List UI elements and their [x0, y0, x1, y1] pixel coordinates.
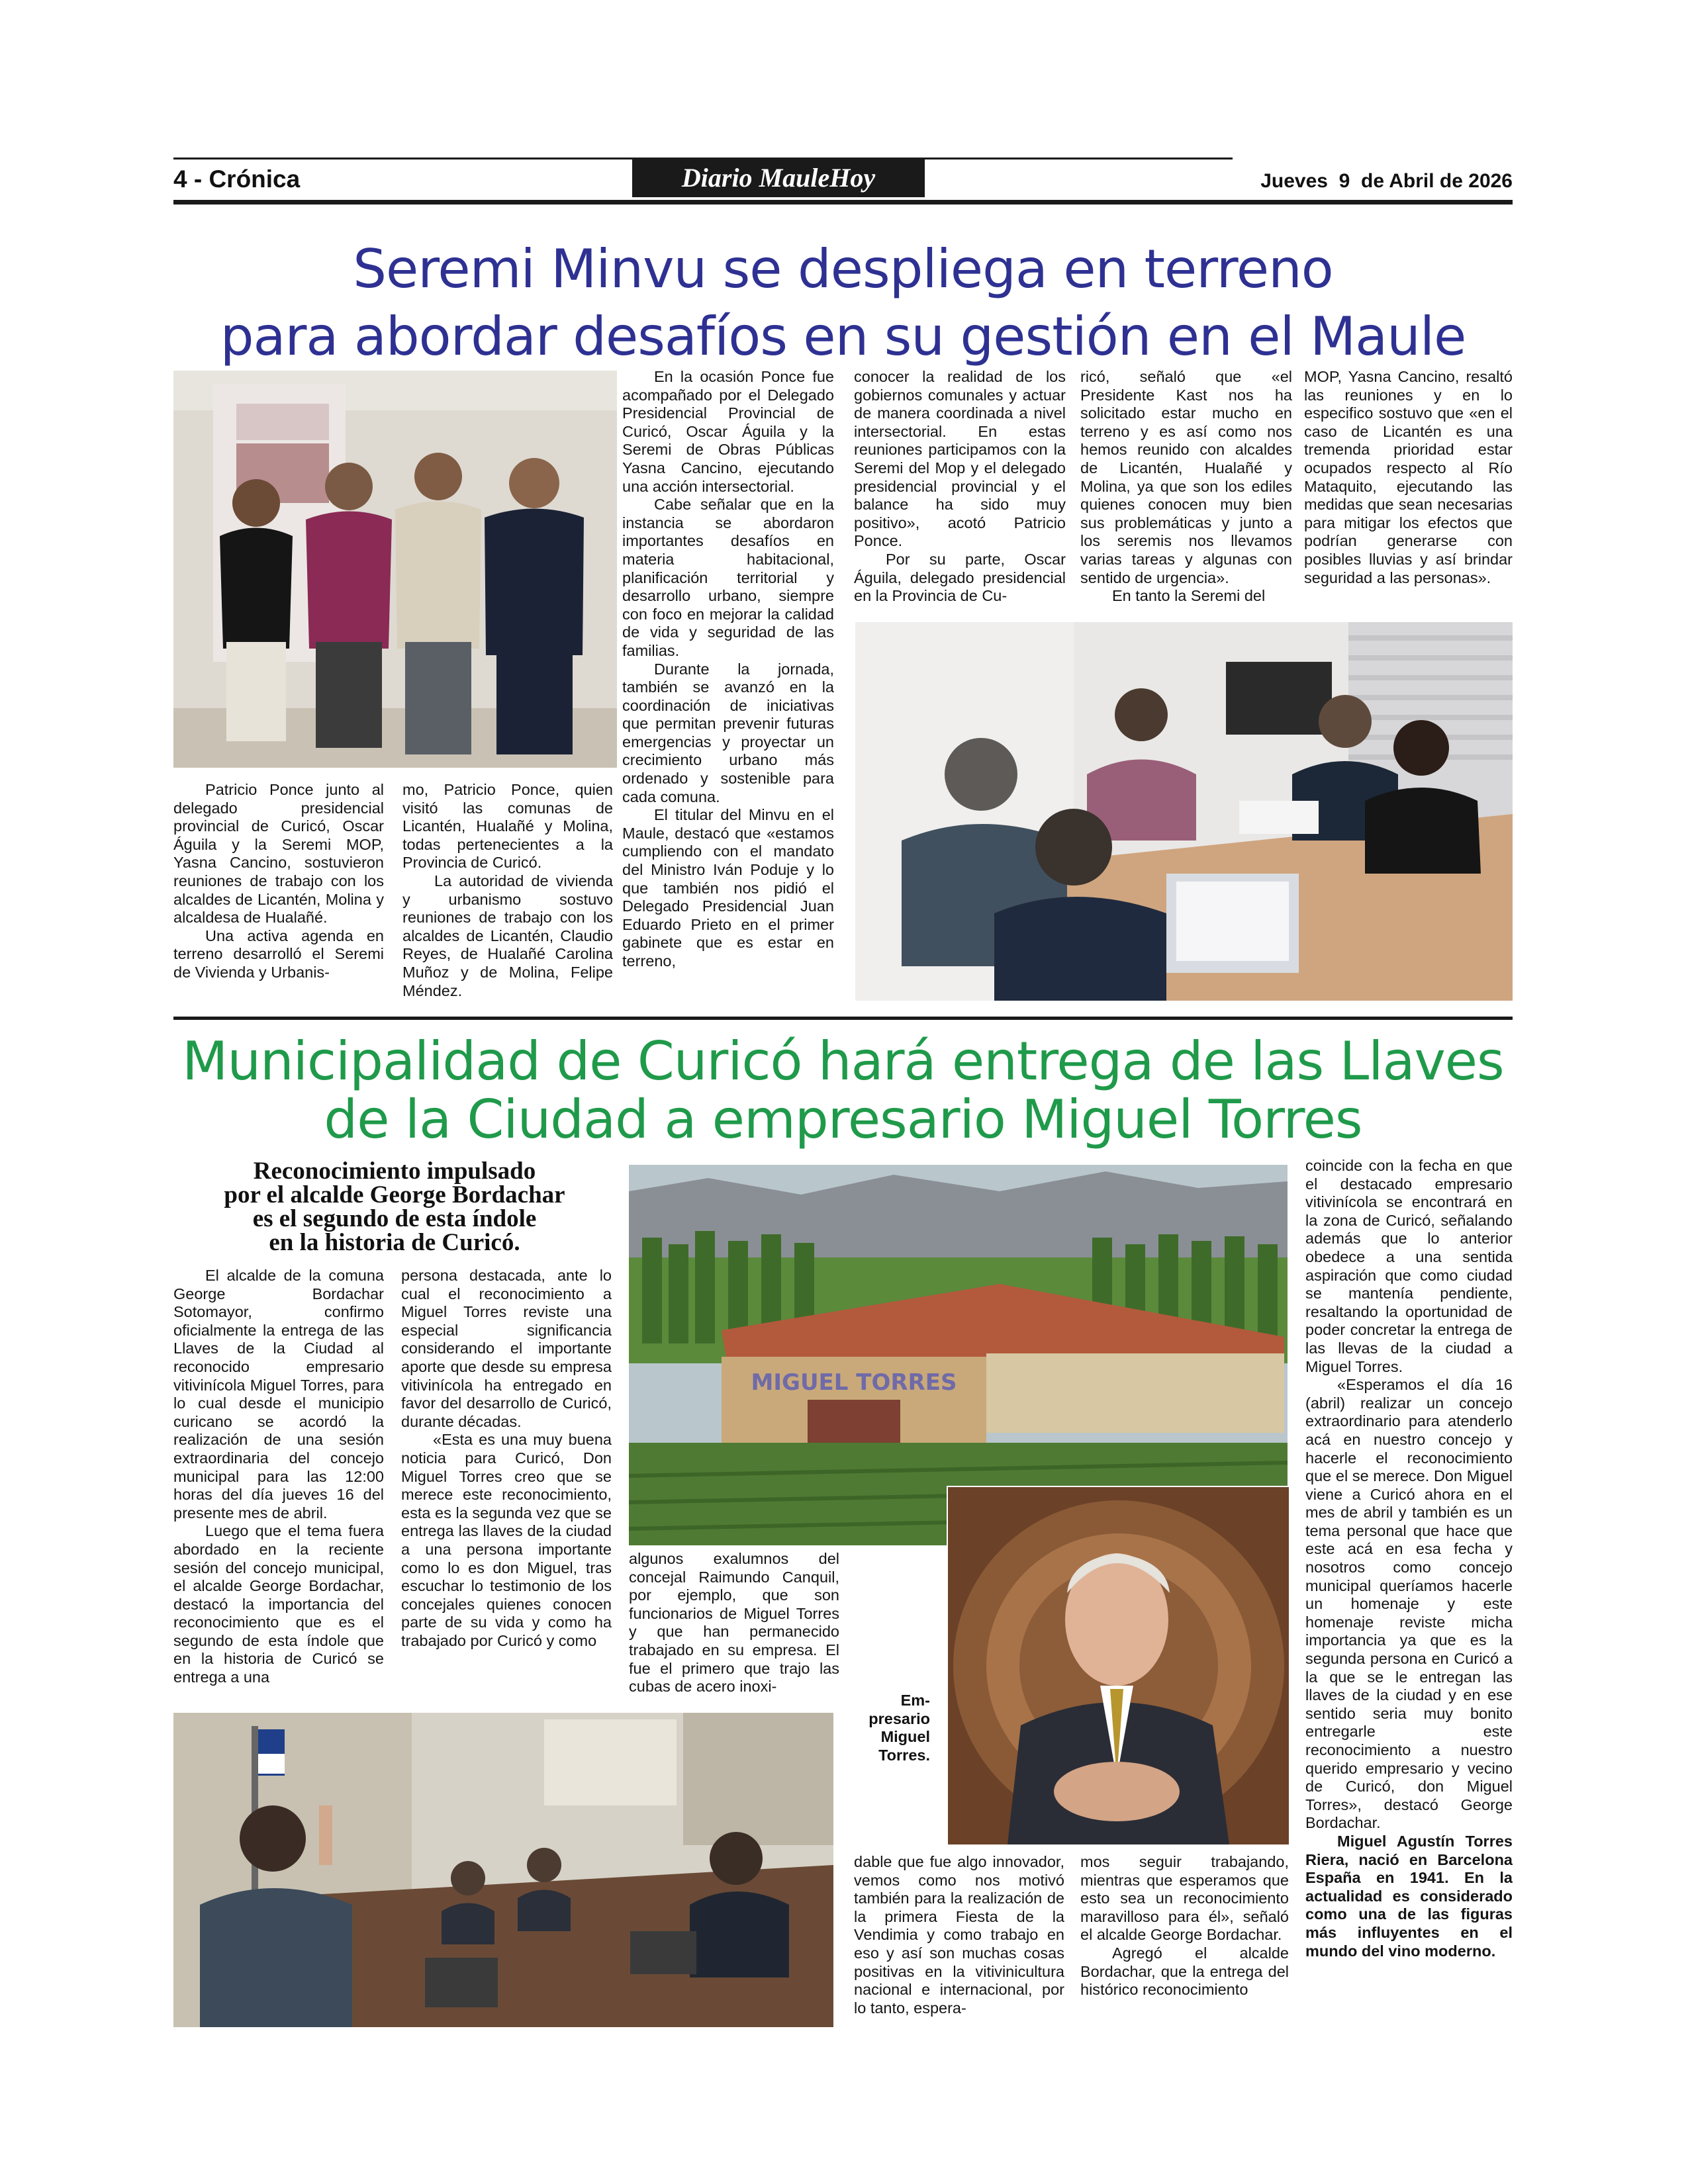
meeting-photo: [855, 622, 1513, 1001]
header-bottom-rule: [173, 200, 1513, 205]
article2-headline-line2: de la Ciudad a empresario Miguel Torres: [324, 1089, 1362, 1150]
article1-caption-col1: Patricio Ponce junto al delegado presidencial provincial de Curicó, Oscar Águila y la Seremi MOP, Yasna Cancino, sostuvieron reuniones de trabajo con los alcaldes de Licantén, Molina y alcaldesa de Hualañé. Una activa agenda en terreno desarrolló el Seremi de Vivienda y Urbanis-: [173, 781, 384, 981]
article1-col3: En la ocasión Ponce fue acompañado por el Delegado Presidencial Provincial de Curicó, Oscar Águila y la Seremi de Obras Públicas Yasna Cancino, ejecutando una acción intersectorial. Cabe señalar que en la instancia se abordaron importantes desafíos en materia habitacional, planificación territorial y desarrollo urbano, siempre con foco en mejorar la calidad de vida y seguridad de las familias. Durante la jornada, también se avanzó en la coordinación de iniciativas que permitan prevenir futuras emergencias y proyectar un crecimiento urbano más ordenado y sostenible para cada comuna. El titular del Minvu en el Maule, destacó que «estamos cumpliendo con el mandato del Ministro Iván Poduje y lo que también nos pidió el Delegado Presidencial Juan Eduardo Prieto en el primer gabinete que es estar en terreno,: [622, 368, 834, 970]
article2-headline: [173, 1032, 1513, 1149]
article1-headline-line1: Seremi Minvu se despliega en terreno: [353, 238, 1333, 300]
portrait-photo: [947, 1486, 1290, 1846]
winery-sign: MIGUEL TORRES: [751, 1369, 957, 1396]
torres-bio: Miguel Agustín Torres Riera, nació en Barcelona España en 1941. En la actualidad es considerado como una de las figuras más influyentes en el mundo del vino moderno.: [1305, 1832, 1513, 1960]
article1-col5: ricó, señaló que «el Presidente Kast nos ha solicitado estar mucho en terreno y es así como nos hemos reunido con alcaldes de Licantén, Hualañé y Molina, ya que son los ediles quienes conocen muy bien sus problemáticas y junto a los seremis nos llevamos varias tareas y algunas con sentido de urgencia». En tanto la Seremi del: [1080, 368, 1292, 605]
section-label: 4 - Crónica: [173, 165, 301, 193]
article1-headline-line2: para abordar desafíos en su gestión en el Maule: [220, 306, 1466, 367]
article2-subhead: Reconocimiento impulsado por el alcalde George Bordachar es el segundo de esta índole en la historia de Curicó.: [224, 1158, 565, 1256]
article2-headline-line1: Municipalidad de Curicó hará entrega de las Llaves: [182, 1030, 1504, 1092]
masthead-diario: Diario: [681, 163, 753, 193]
portrait-caption: Em- presario Miguel Torres.: [868, 1692, 930, 1764]
masthead-maulehoy: MauleHoy: [759, 163, 876, 193]
article1-caption-col2: mo, Patricio Ponce, quien visitó las comunas de Licantén, Hualañé y Molina, todas pertenecientes a la Provincia de Curicó. La autoridad de vivienda y urbanismo sostuvo reuniones de trabajo con los alcaldes de Licantén, Claudio Reyes, de Hualañé Carolina Muñoz y de Molina, Felipe Méndez.: [402, 781, 613, 999]
masthead: [632, 159, 925, 197]
article2-col3b: dable que fue algo innovador, vemos como nos motivó también para la realización de la primera Fiesta de la Vendimia y como trabajo en eso y así son muchas cosas positivas en la vitivinicultura nacional e internacional, por lo tanto, espera-: [854, 1853, 1064, 2017]
article2-col3: algunos exalumnos del concejal Raimundo Canquil, por ejemplo, que son funcionarios de Miguel Torres y que han permanecido trabajado en su empresa. El fue el primero que trajo las cubas de acero inoxi-: [629, 1550, 839, 1696]
article1-col6: MOP, Yasna Cancino, resaltó las reuniones y en lo especifico sostuvo que «en el caso de Licantén es una tremenda prioridad estar ocupados respecto al Río Mataquito, ejecutando las medidas que sean necesarias para mitigar los efectos que podrían generarse con posibles lluvias y así brindar seguridad a las personas».: [1304, 368, 1513, 586]
council-photo: [173, 1713, 833, 2027]
article1-col4: conocer la realidad de los gobiernos comunales y actuar de manera coordinada a nivel intersectorial. En estas reuniones participamos con la Seremi del Mop y el delegado presidencial provincial y el balance ha sido muy positivo», acotó Patricio Ponce. Por su parte, Oscar Águila, delegado presidencial en la Provincia de Cu-: [854, 368, 1066, 605]
article2-col2: persona destacada, ante lo cual el reconocimiento a Miguel Torres reviste una especial significancia considerando el importante aporte que desde su empresa vitivinícola ha entregado en favor del desarrollo de Curicó, durante décadas. «Esta es una muy buena noticia para Curicó, Don Miguel Torres creo que se merece este reconocimiento, esta es la segunda vez que se entrega las llaves de la ciudad a una persona importante como lo es don Miguel, tras escuchar lo testimonio de los concejales quienes conocen parte de su vida y como ha trabajado por Curicó y como: [401, 1267, 612, 1649]
article2-col5: coincide con la fecha en que el destacado empresario vitivinícola se encontrará en la zona de Curicó, señalando además que lo anterior obedece a una sentida aspiración que como ciudad se mantenía pendiente, resaltando la oportunidad de poder concretar la entrega de las llevas de la ciudad a Miguel Torres. «Esperamos el día 16 (abril) realizar un concejo extraordinario para atenderlo acá en nuestro concejo y hacerle el reconocimiento que el se merece. Don Miguel viene a Curicó ahora en el mes de abril y también es un tema personal que hace que este acá en esa fecha y nosotros como concejo municipal queríamos hacerle un homenaje y este homenaje reviste micha importancia ya que es la segunda persona en Curicó a la que se le entregan las llaves de la ciudad y en ese sentido seria muy bonito entregarle este reconocimiento a nuestro querido empresario y vecino de Curicó, don Miguel Torres», destacó George Bordachar. Miguel Agustín Torres Riera, nació en Barcelona España en 1941. En la actualidad es considerado como una de las figuras más influyentes en el mundo del vino moderno.: [1305, 1157, 1513, 1960]
group-photo: [173, 371, 617, 768]
article1-headline: [173, 236, 1513, 371]
article-divider: [173, 1017, 1513, 1020]
article2-col4b: mos seguir trabajando, mientras que esperamos que esto sea un reconocimiento maravilloso para él», señaló el alcalde George Bordachar. Agregó el alcalde Bordachar, que la entrega del histórico reconocimiento: [1080, 1853, 1289, 1999]
issue-date: Jueves 9 de Abril de 2026: [1260, 170, 1513, 192]
article2-col1: El alcalde de la comuna George Bordachar Sotomayor, confirmo oficialmente la entrega de las Llaves de la Ciudad al reconocido empresario vitivinícola Miguel Torres, para lo cual desde el municipio curicano se acordó la realización de una sesión extraordinaria del concejo municipal para las 12:00 horas del día jueves 16 del presente mes de abril. Luego que el tema fuera abordado en la reciente sesión del concejo municipal, el alcalde George Bordachar, destacó la importancia del reconocimiento que es el segundo de esta índole que en la historia de Curicó se entrega a una: [173, 1267, 384, 1686]
